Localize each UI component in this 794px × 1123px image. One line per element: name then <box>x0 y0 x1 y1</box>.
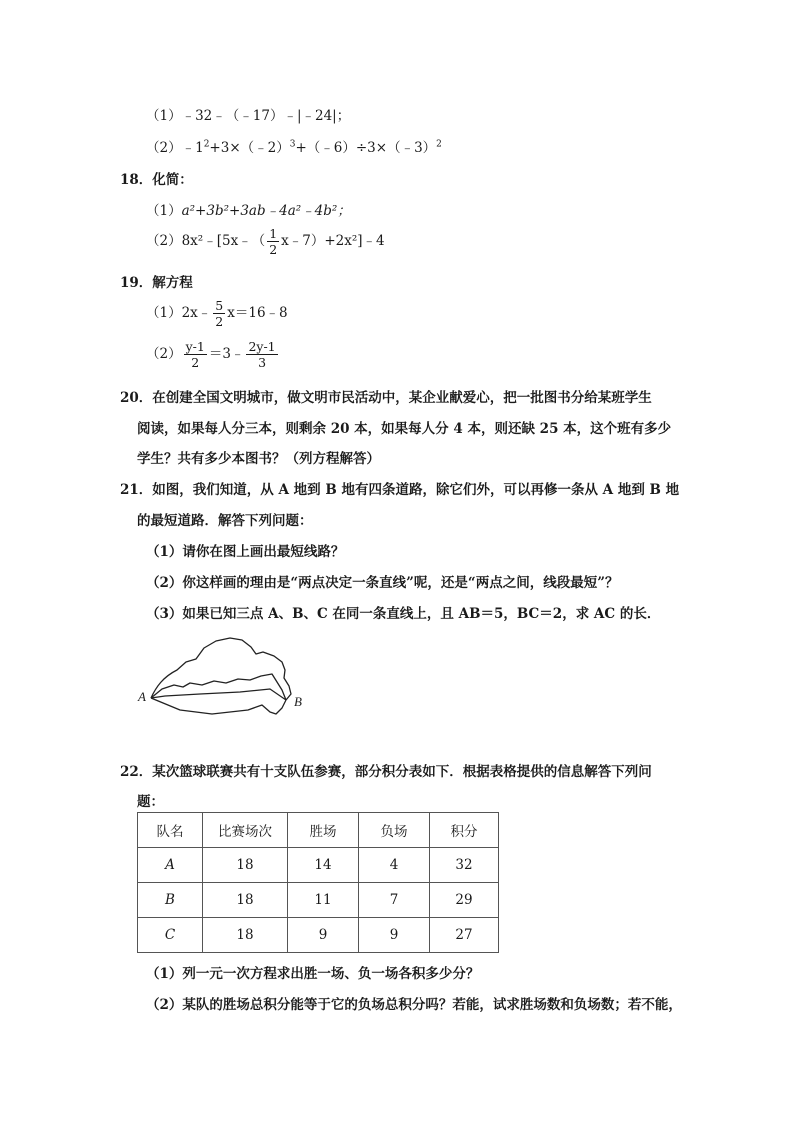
q21-sub1: （1）请你在图上画出最短线路？ <box>146 544 345 560</box>
table-cell: 18 <box>203 918 288 953</box>
q17-part2-exp2: 3 <box>289 139 296 150</box>
q18-part2-text-a: 8x²﹣[5x﹣（ <box>181 233 266 249</box>
road-upper <box>151 638 291 700</box>
table-cell: B <box>138 883 203 918</box>
table-header-games: 比赛场次 <box>203 813 288 848</box>
q21-sub2: （2）你这样画的理由是“两点决定一条直线”呢，还是“两点之间，线段最短”？ <box>146 575 619 591</box>
q19-part2-fraction-1 <box>184 339 207 370</box>
q18-part1 <box>146 199 351 219</box>
q18-part2-fraction <box>267 226 279 257</box>
q20-line3: 学生？共有多少本图书？（列方程解答） <box>137 451 380 467</box>
table-cell: A <box>138 848 203 883</box>
q20-line2: 阅读，如果每人分三本，则剩余 20 本，如果每人分 4 本，则还缺 25 本，这个班有多少 <box>137 421 672 437</box>
q18-part2 <box>146 226 385 257</box>
q19-part2-text-mid: ＝3﹣ <box>208 346 245 362</box>
table-cell: 18 <box>203 848 288 883</box>
table-cell: 29 <box>430 883 499 918</box>
table-header-wins: 胜场 <box>288 813 359 848</box>
road-map-figure <box>130 632 320 742</box>
table-cell: 9 <box>288 918 359 953</box>
point-b-label: B <box>294 694 302 709</box>
table-cell: C <box>138 918 203 953</box>
table-cell: 11 <box>288 883 359 918</box>
q22-sub2: （2）某队的胜场总积分能等于它的负场总积分吗？若能，试求胜场数和负场数；若不能， <box>146 997 682 1013</box>
table-cell: 7 <box>359 883 430 918</box>
q19-part1-fraction <box>213 298 225 329</box>
q19-part1-fraction-den: 2 <box>215 314 224 329</box>
q19-title: 19．解方程 <box>120 275 193 291</box>
table-header-team: 队名 <box>138 813 203 848</box>
table-header-points: 积分 <box>430 813 499 848</box>
score-table <box>137 812 499 953</box>
point-a-label: A <box>138 689 146 704</box>
table-cell: 27 <box>430 918 499 953</box>
table-cell: 14 <box>288 848 359 883</box>
q19-part1 <box>146 298 288 329</box>
q19-part1-text-a: 2x﹣ <box>181 305 212 321</box>
table-header-row <box>138 813 499 848</box>
q19-part1-fraction-num: 5 <box>215 298 224 313</box>
q19-part2 <box>146 339 280 370</box>
q18-part2-label: （2） <box>146 233 182 249</box>
q21-sub3: （3）如果已知三点 A、B、C 在同一条直线上，且 AB＝5，BC＝2，求 AC 的长． <box>146 606 661 622</box>
table-cell: 18 <box>203 883 288 918</box>
q18-title: 18．化简： <box>120 172 193 188</box>
table-header-losses: 负场 <box>359 813 430 848</box>
road-lower <box>151 698 286 714</box>
q19-part2-fraction-2-num: 2y-1 <box>248 339 276 354</box>
q19-part2-fraction-2-den: 3 <box>258 355 267 370</box>
q22-line1: 22．某次篮球联赛共有十支队伍参赛，部分积分表如下．根据表格提供的信息解答下列问 <box>120 764 652 780</box>
q22-line2: 题： <box>137 794 164 810</box>
table-row <box>138 918 499 953</box>
table-cell: 32 <box>430 848 499 883</box>
q21-line2: 的最短道路．解答下列问题： <box>137 513 313 529</box>
q18-part2-fraction-den: 2 <box>269 242 278 257</box>
q20-line1: 20．在创建全国文明城市，做文明市民活动中，某企业献爱心，把一批图书分给某班学生 <box>120 390 652 406</box>
q19-part2-fraction-1-num: y-1 <box>185 339 205 354</box>
table-cell: 4 <box>359 848 430 883</box>
q22-sub1: （1）列一元一次方程求出胜一场、负一场各积多少分？ <box>146 966 480 982</box>
q18-part2-fraction-num: 1 <box>269 226 278 241</box>
road-inner <box>151 689 286 700</box>
q19-part2-fraction-2 <box>246 339 277 370</box>
q17-part2-exp1: 2 <box>203 139 210 150</box>
table-row <box>138 883 499 918</box>
q19-part1-label: （1） <box>146 305 182 321</box>
q19-part1-text-b: x＝16﹣8 <box>227 305 288 321</box>
q21-line1: 21．如图，我们知道，从 A 地到 B 地有四条道路，除它们外，可以再修一条从 A 地到 B 地 <box>120 482 680 498</box>
q19-part2-fraction-1-den: 2 <box>191 355 200 370</box>
q19-part2-label: （2） <box>146 346 182 362</box>
q17-part2 <box>146 136 442 156</box>
table-cell: 9 <box>359 918 430 953</box>
q18-part2-text-b: x﹣7）+2x²]﹣4 <box>281 233 385 249</box>
q18-part1-label: （1） <box>146 203 182 219</box>
q18-part1-expr: a²+3b²+3ab﹣4a²﹣4b²； <box>181 203 351 219</box>
q17-part2-text-c: +（﹣6）÷3×（﹣3） <box>295 140 437 156</box>
q17-part2-text-b: +3×（﹣2） <box>209 140 290 156</box>
q17-part2-exp3: 2 <box>436 139 442 150</box>
q17-part1: （1）﹣32﹣（﹣17）﹣|﹣24|； <box>146 108 351 124</box>
table-row <box>138 848 499 883</box>
q17-part2-text-a: （2）﹣1 <box>146 140 204 156</box>
